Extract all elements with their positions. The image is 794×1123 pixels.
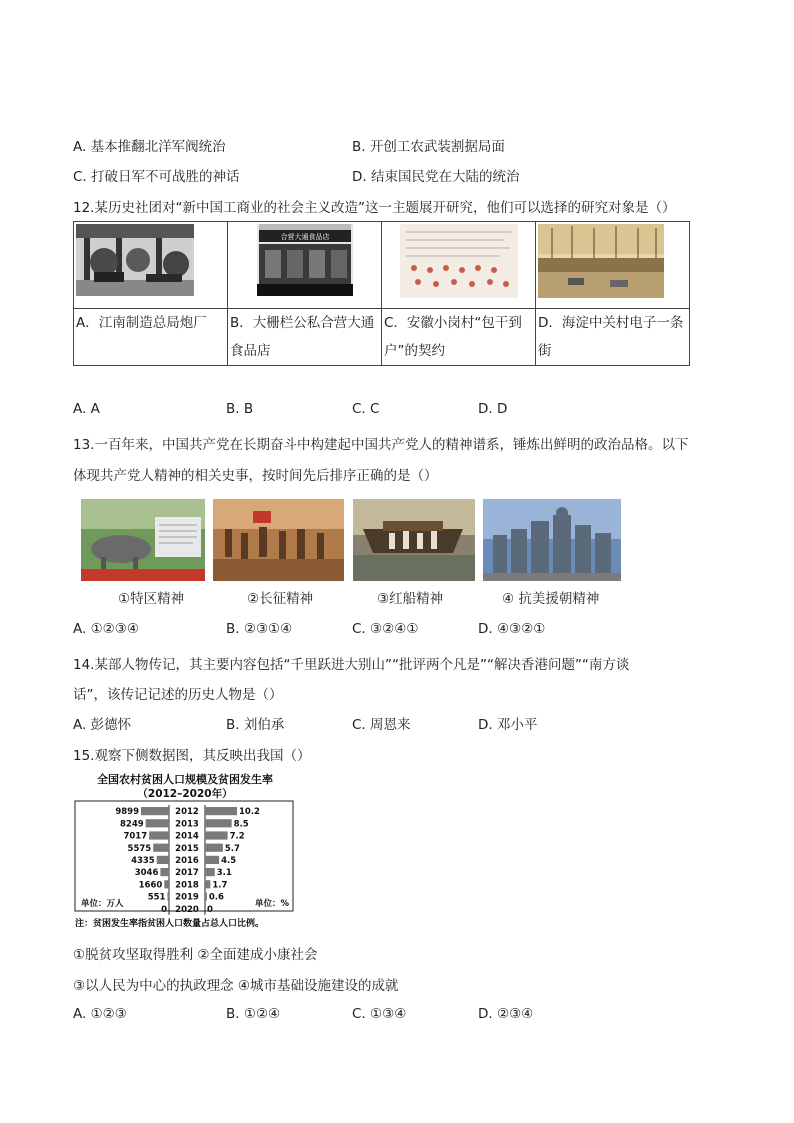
year-label: 2015	[175, 843, 199, 854]
q12-option-a: A. A	[73, 401, 100, 417]
population-value-label: 7017	[123, 831, 148, 842]
q12-table	[73, 221, 690, 366]
q15-stem: 15.观察下侧数据图，其反映出我国（）	[73, 748, 311, 764]
rate-value-label: 7.2	[229, 831, 245, 842]
q11-option-c: C. 打破日军不可战胜的神话	[73, 169, 240, 185]
q15-option-b: B. ①②④	[226, 1006, 281, 1022]
population-value-label: 0	[161, 904, 167, 915]
left-unit-label: 单位：万人	[81, 899, 124, 909]
population-bar	[160, 868, 169, 876]
q13-option-d: D. ④③②①	[478, 621, 546, 637]
rate-bar	[205, 819, 232, 827]
rate-value-label: 1.7	[212, 880, 228, 891]
q12-image-cell-d	[536, 222, 690, 309]
year-label: 2014	[175, 831, 199, 842]
q11-option-b: B. 开创工农武装割据局面	[352, 139, 505, 155]
population-bar	[149, 831, 169, 839]
rate-value-label: 10.2	[239, 807, 260, 818]
q14-option-a: A. 彭德怀	[73, 717, 132, 733]
chart-title: 全国农村贫困人口规模及贫困发生率	[97, 773, 273, 786]
q14-option-b: B. 刘伯承	[226, 717, 285, 733]
shop-photo	[257, 224, 353, 296]
korean-war-monument-photo	[483, 499, 621, 581]
q12-cell-a: A．江南制造总局炮厂	[74, 309, 228, 366]
q15-option-a: A. ①②③	[73, 1006, 127, 1022]
year-label: 2016	[175, 856, 199, 866]
population-value-label: 4335	[131, 856, 155, 866]
rate-value-label: 3.1	[216, 868, 232, 879]
population-bar	[141, 807, 169, 815]
year-label: 2020	[175, 904, 199, 915]
population-value-label: 9899	[115, 807, 139, 818]
q13-option-c: C. ③②④①	[352, 621, 419, 637]
rate-bar	[205, 856, 219, 864]
rate-bar	[205, 844, 223, 852]
rate-value-label: 0	[207, 904, 213, 915]
q15-items-line1: ①脱贫攻坚取得胜利 ②全面建成小康社会	[73, 947, 318, 963]
q12-image-cell-a	[74, 222, 228, 309]
poverty-chart	[73, 770, 305, 932]
rate-bar	[205, 880, 210, 888]
right-unit-label: 单位：%	[254, 899, 289, 909]
long-march-painting	[213, 499, 344, 581]
q12-option-b: B. B	[226, 401, 254, 417]
rate-bar	[205, 892, 207, 900]
q13-stem-line1: 13.一百年来，中国共产党在长期奋斗中构建起中国共产党人的精神谱系，锤炼出鲜明的政治品格。以下	[73, 437, 689, 453]
rate-value-label: 4.5	[221, 856, 237, 866]
street-photo	[538, 224, 664, 298]
rate-bar	[205, 807, 237, 815]
q13-option-b: B. ②③①④	[226, 621, 293, 637]
chart-note: 注：贫困发生率指贫困人口数量占总人口比例。	[75, 919, 265, 929]
q14-option-c: C. 周恩来	[352, 717, 411, 733]
red-boat-painting	[353, 499, 475, 581]
q12-stem: 12.某历史社团对“新中国工商业的社会主义改造”这一主题展开研究，他们可以选择的研究对象是（）	[73, 200, 676, 216]
q15-items-line2: ③以人民为中心的执政理念 ④城市基础设施建设的成就	[73, 978, 399, 994]
caption-1: ①特区精神	[118, 591, 185, 607]
population-bar	[157, 856, 169, 864]
q11-option-d: D. 结束国民党在大陆的统治	[352, 169, 520, 185]
caption-4: ④ 抗美援朝精神	[502, 591, 600, 607]
population-value-label: 3046	[134, 868, 159, 879]
population-value-label: 1660	[138, 880, 163, 891]
q14-stem-line2: 话”，该传记记述的历史人物是（）	[73, 687, 283, 703]
q11-option-a: A. 基本推翻北洋军阀统治	[73, 139, 226, 155]
q12-option-d: D. D	[478, 401, 508, 417]
q12-image-cell-b	[228, 222, 382, 309]
population-bar	[153, 844, 169, 852]
arsenal-photo	[76, 224, 194, 296]
q12-cell-b: B．大栅栏公私合营大通食品店	[228, 309, 382, 366]
bull-sculpture-photo	[81, 499, 205, 581]
shop-sign-text: 合营大通食品店	[280, 233, 329, 241]
rate-value-label: 0.6	[208, 892, 224, 903]
q12-cell-d: D．海淀中关村电子一条街	[536, 309, 690, 366]
population-value-label: 551	[147, 892, 166, 903]
rate-bar	[205, 831, 228, 839]
population-bar	[167, 892, 169, 900]
contract-photo	[400, 224, 518, 298]
year-label: 2012	[175, 807, 199, 818]
population-value-label: 5575	[127, 843, 152, 854]
q14-stem-line1: 14.某部人物传记，其主要内容包括“千里跃进大别山”“批评两个凡是”“解决香港问题”“南方谈	[73, 657, 630, 673]
population-value-label: 8249	[119, 819, 144, 830]
caption-3: ③红船精神	[377, 591, 444, 607]
q12-image-cell-c	[382, 222, 536, 309]
rate-value-label: 5.7	[224, 843, 240, 854]
year-label: 2019	[175, 892, 199, 903]
year-label: 2017	[175, 868, 199, 879]
rate-value-label: 8.5	[233, 819, 249, 830]
population-bar	[164, 880, 169, 888]
q13-option-a: A. ①②③④	[73, 621, 139, 637]
q15-option-d: D. ②③④	[478, 1006, 534, 1022]
q14-option-d: D. 邓小平	[478, 717, 538, 733]
year-label: 2013	[175, 819, 199, 830]
q15-option-c: C. ①③④	[352, 1006, 407, 1022]
caption-2: ②长征精神	[247, 591, 314, 607]
chart-subtitle: （2012–2020年）	[137, 788, 233, 800]
rate-bar	[205, 868, 215, 876]
population-bar	[146, 819, 169, 827]
q12-cell-c: C．安徽小岗村“包干到户”的契约	[382, 309, 536, 366]
year-label: 2018	[175, 880, 199, 891]
q12-option-c: C. C	[352, 401, 380, 417]
q13-stem-line2: 体现共产党人精神的相关史事，按时间先后排序正确的是（）	[73, 468, 438, 484]
